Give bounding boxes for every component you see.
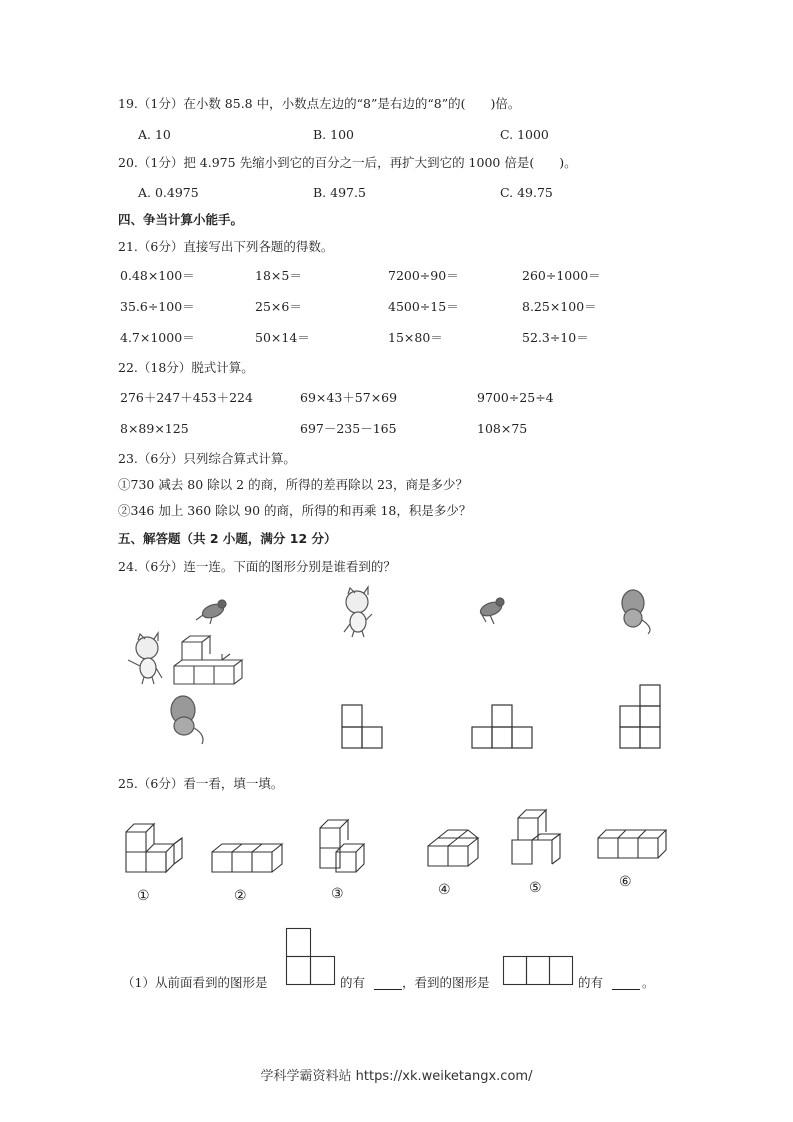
view-row-shape [503,956,575,988]
q19-option-b: B. 100 [313,127,354,142]
q25-stem: 25.（6分）看一看，填一填。 [118,776,284,791]
q23-part-2: ②346 加上 360 除以 90 的商，所得的和再乘 18，积是多少？ [118,503,472,518]
section-5-title: 五、解答题（共 2 小题，满分 12 分） [118,531,337,546]
q25-sub1-text-b: 的有 [340,975,366,990]
q20-option-b: B. 497.5 [313,185,366,200]
q25-label: ① [137,888,150,904]
q21-item: 0.48×100＝ [120,268,195,283]
q21-item: 18×5＝ [255,268,302,283]
cube-figure-2 [212,844,282,872]
q21-item: 4.7×1000＝ [120,330,195,345]
q21-item: 4500÷15＝ [388,299,459,314]
cube-figure-1 [126,824,182,872]
q23-stem: 23.（6分）只列综合算式计算。 [118,451,296,466]
q20-stem: 20.（1分）把 4.975 先缩小到它的百分之一后，再扩大到它的 1000 倍是( )。 [118,155,577,170]
cube-figure-3 [320,820,364,872]
q25-sub1-text-a: （1）从前面看到的图形是 [122,975,268,990]
q25-label: ⑤ [529,880,542,896]
q25-label: ③ [331,886,344,902]
answer-blank[interactable] [612,977,640,990]
q21-item: 35.6÷100＝ [120,299,195,314]
q21-item: 25×6＝ [255,299,302,314]
section-4-title: 四、争当计算小能手。 [118,212,244,227]
q25-sub1-text-e: 。 [642,975,655,990]
q22-item: 108×75 [477,421,528,436]
cube-figure-4 [428,830,478,866]
q21-item: 15×80＝ [388,330,443,345]
cube-figure-6 [598,830,666,858]
answer-blank[interactable] [374,977,402,990]
q20-option-a: A. 0.4975 [138,185,199,200]
q21-item: 8.25×100＝ [522,299,597,314]
cube-figure-5 [512,810,560,864]
q19-option-a: A. 10 [138,127,171,142]
q22-item: 697－235－165 [300,421,397,436]
q25-label: ⑥ [619,874,632,890]
q25-label: ④ [438,882,451,898]
footer-source: 学科学霸资料站 https://xk.weiketangx.com/ [260,1069,533,1084]
q21-item: 7200÷90＝ [388,268,459,283]
q22-item: 276＋247＋453＋224 [120,390,253,405]
q25-label: ② [234,888,247,904]
q23-part-1: ①730 减去 80 除以 2 的商，所得的差再除以 23，商是多少？ [118,477,468,492]
q19-stem: 19.（1分）在小数 85.8 中，小数点左边的“8”是右边的“8”的( )倍。 [118,96,521,111]
q20-option-c: C. 49.75 [500,185,553,200]
q21-item: 260÷1000＝ [522,268,601,283]
q22-item: 69×43＋57×69 [300,390,398,405]
q21-stem: 21.（6分）直接写出下列各题的得数。 [118,239,334,254]
q22-item: 9700÷25÷4 [477,390,554,405]
q22-stem: 22.（18分）脱式计算。 [118,360,254,375]
q22-item: 8×89×125 [120,421,189,436]
q21-item: 52.3÷10＝ [522,330,589,345]
q24-stem: 24.（6分）连一连。下面的图形分别是谁看到的？ [118,559,396,574]
q19-option-c: C. 1000 [500,127,549,142]
q25-sub1-text-c: ，看到的图形是 [402,975,490,990]
q25-sub1-text-d: 的有 [578,975,604,990]
q21-item: 50×14＝ [255,330,310,345]
front-view-l-shape [286,928,336,990]
